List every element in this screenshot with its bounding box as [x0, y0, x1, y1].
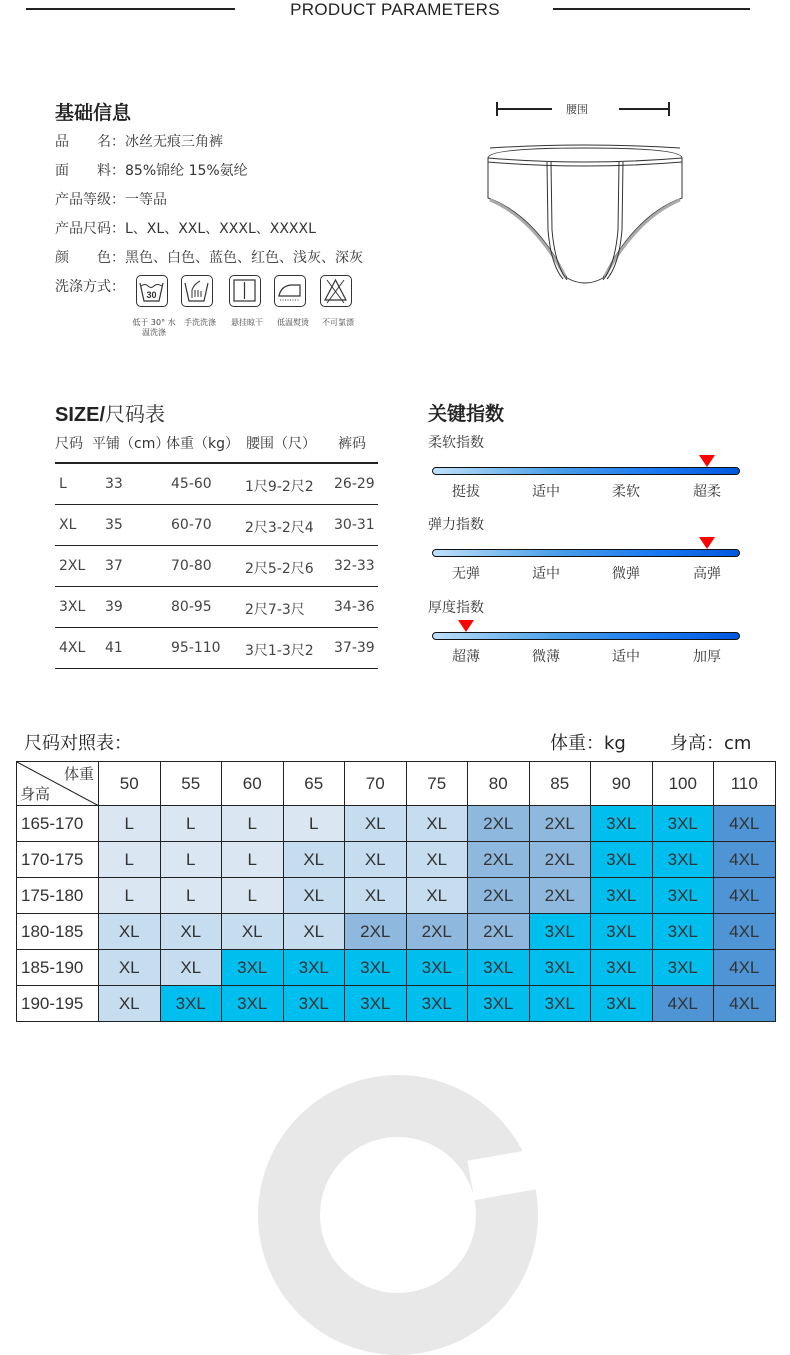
table-row — [17, 914, 776, 950]
size-table-row: XL 35 60-70 2尺3-2尺4 30-31 — [55, 505, 378, 546]
size-table-title: SIZE/尺码表 — [55, 402, 166, 426]
info-row: 产品尺码：L、XL、XXL、XXXL、XXXXL — [55, 221, 316, 237]
size-cell: 3XL — [591, 842, 653, 878]
weight-header: 50 — [99, 762, 161, 806]
index-tick-label: 适中 — [612, 649, 640, 665]
size-table-row: 3XL 39 80-95 2尺7-3尺 34-36 — [55, 587, 378, 628]
table-row — [17, 950, 776, 986]
size-cell: 3XL — [283, 986, 345, 1022]
index-name: 柔软指数 — [428, 435, 484, 451]
size-cell: 2XL — [468, 914, 530, 950]
weight-header: 85 — [529, 762, 591, 806]
size-chart-title: 尺码对照表： — [24, 733, 132, 754]
index-marker-icon — [699, 537, 715, 549]
size-cell: 3XL — [406, 986, 468, 1022]
wash-label: 洗涤方式： — [55, 279, 125, 295]
info-row: 产品等级：一等品 — [55, 192, 167, 208]
size-cell: 3XL — [345, 986, 407, 1022]
index-tick-label: 适中 — [532, 566, 560, 582]
size-cell: 3XL — [652, 950, 714, 986]
index-tick-label: 加厚 — [693, 649, 721, 665]
size-cell: 2XL — [406, 914, 468, 950]
size-cell: L — [222, 842, 284, 878]
size-cell: 3XL — [652, 878, 714, 914]
size-cell: XL — [222, 914, 284, 950]
weight-header: 75 — [406, 762, 468, 806]
size-cell: L — [283, 806, 345, 842]
size-cell: XL — [406, 842, 468, 878]
info-row: 面 料：85%锦纶 15%氨纶 — [55, 163, 248, 179]
index-tick-label: 适中 — [532, 484, 560, 500]
size-cell: L — [222, 878, 284, 914]
index-marker-icon — [458, 620, 474, 632]
wash-caption-2: 手洗洗涤 — [184, 318, 216, 327]
size-cell: 2XL — [468, 806, 530, 842]
size-cell: 4XL — [652, 986, 714, 1022]
height-header: 170-175 — [17, 842, 99, 878]
index-marker-icon — [699, 455, 715, 467]
size-cell: XL — [345, 842, 407, 878]
briefs-diagram — [485, 140, 685, 285]
size-cell: XL — [345, 806, 407, 842]
size-cell: 3XL — [406, 950, 468, 986]
size-cell: 3XL — [222, 986, 284, 1022]
size-cell: XL — [99, 950, 161, 986]
size-cell: 3XL — [529, 950, 591, 986]
height-header: 175-180 — [17, 878, 99, 914]
size-cell: 3XL — [160, 986, 222, 1022]
size-cell: 2XL — [468, 842, 530, 878]
table-row — [17, 986, 776, 1022]
size-cell: 4XL — [714, 986, 776, 1022]
wash-caption-1: 低于 30° 水温洗涤 — [132, 318, 176, 337]
low-iron-icon — [274, 275, 306, 307]
info-row: 颜 色：黑色、白色、蓝色、红色、浅灰、深灰 — [55, 250, 363, 266]
size-cell: XL — [406, 806, 468, 842]
size-cell: XL — [160, 950, 222, 986]
weight-header: 110 — [714, 762, 776, 806]
size-cell: 3XL — [591, 806, 653, 842]
index-bar — [432, 632, 740, 640]
weight-header: 60 — [222, 762, 284, 806]
size-cell: 3XL — [591, 878, 653, 914]
height-header: 190-195 — [17, 986, 99, 1022]
header-rule-right — [553, 8, 750, 10]
size-cell: L — [160, 806, 222, 842]
index-tick-label: 无弹 — [452, 566, 480, 582]
size-cell: 2XL — [468, 878, 530, 914]
size-cell: 3XL — [283, 950, 345, 986]
index-tick-label: 挺拔 — [452, 484, 480, 500]
size-cell: 3XL — [652, 806, 714, 842]
height-header: 180-185 — [17, 914, 99, 950]
height-header: 165-170 — [17, 806, 99, 842]
page-title: PRODUCT PARAMETERS — [290, 0, 500, 19]
size-cell: L — [160, 878, 222, 914]
index-tick-label: 微薄 — [532, 649, 560, 665]
key-index-title: 关键指数 — [428, 403, 505, 425]
weight-header: 65 — [283, 762, 345, 806]
hang-dry-icon — [229, 275, 261, 307]
size-cell: 2XL — [529, 806, 591, 842]
index-tick-label: 超薄 — [452, 649, 480, 665]
table-row — [17, 806, 776, 842]
size-cell: XL — [160, 914, 222, 950]
size-cell: XL — [283, 914, 345, 950]
index-tick-label: 柔软 — [612, 484, 640, 500]
weight-header: 90 — [591, 762, 653, 806]
table-row — [17, 842, 776, 878]
size-cell: XL — [99, 986, 161, 1022]
hand-wash-icon — [181, 275, 213, 307]
table-row — [17, 878, 776, 914]
size-cell: XL — [283, 842, 345, 878]
size-table-row: L 33 45-60 1尺9-2尺2 26-29 — [55, 464, 378, 505]
size-cell: 3XL — [591, 914, 653, 950]
index-name: 弹力指数 — [428, 517, 484, 533]
size-cell: XL — [406, 878, 468, 914]
weight-header: 80 — [468, 762, 530, 806]
size-cell: 3XL — [529, 914, 591, 950]
info-row: 品 名：冰丝无痕三角裤 — [55, 134, 223, 150]
waist-label: 腰围 — [566, 103, 588, 116]
corner-cell: 体重 身高 — [17, 762, 99, 806]
index-name: 厚度指数 — [428, 600, 484, 616]
wash-caption-3: 悬挂晾干 — [231, 318, 263, 327]
size-cell: L — [99, 878, 161, 914]
watermark-logo — [258, 1075, 538, 1355]
size-cell: 4XL — [714, 914, 776, 950]
index-bar — [432, 467, 740, 475]
height-header: 185-190 — [17, 950, 99, 986]
size-cell: 4XL — [714, 842, 776, 878]
units-height: 身高：cm — [670, 733, 752, 754]
size-cell: 3XL — [652, 914, 714, 950]
index-tick-label: 微弹 — [612, 566, 640, 582]
basic-info-title: 基础信息 — [55, 102, 132, 124]
weight-header: 70 — [345, 762, 407, 806]
size-table-row: 2XL 37 70-80 2尺5-2尺6 32-33 — [55, 546, 378, 587]
size-cell: 3XL — [591, 950, 653, 986]
index-tick-label: 高弹 — [693, 566, 721, 582]
size-cell: 2XL — [345, 914, 407, 950]
size-cell: 3XL — [222, 950, 284, 986]
size-cell: 3XL — [529, 986, 591, 1022]
size-cell: 3XL — [468, 986, 530, 1022]
wash-30-icon — [136, 275, 168, 307]
size-table-row: 4XL 41 95-110 3尺1-3尺2 37-39 — [55, 628, 378, 669]
size-cell: 3XL — [468, 950, 530, 986]
size-cell: 4XL — [714, 878, 776, 914]
index-bar — [432, 549, 740, 557]
size-cell: 3XL — [345, 950, 407, 986]
size-cell: 3XL — [591, 986, 653, 1022]
size-cell: XL — [99, 914, 161, 950]
weight-header: 55 — [160, 762, 222, 806]
header-rule-left — [26, 8, 235, 10]
size-cell: XL — [283, 878, 345, 914]
size-cell: 2XL — [529, 878, 591, 914]
waist-measure — [496, 100, 670, 118]
weight-header: 100 — [652, 762, 714, 806]
size-cell: 2XL — [529, 842, 591, 878]
size-cell: L — [160, 842, 222, 878]
size-cell: L — [99, 842, 161, 878]
size-cell: 3XL — [652, 842, 714, 878]
wash-caption-4: 低温熨烫 — [277, 318, 309, 327]
index-tick-label: 超柔 — [693, 484, 721, 500]
size-cell: 4XL — [714, 950, 776, 986]
size-cell: 4XL — [714, 806, 776, 842]
size-cell: XL — [345, 878, 407, 914]
size-cell: L — [99, 806, 161, 842]
svg-text:30: 30 — [146, 290, 157, 300]
no-bleach-icon — [320, 275, 352, 307]
size-chart-table — [16, 761, 776, 1022]
size-cell: L — [222, 806, 284, 842]
units-weight: 体重：kg — [550, 733, 626, 754]
wash-caption-5: 不可氯漂 — [322, 318, 354, 327]
